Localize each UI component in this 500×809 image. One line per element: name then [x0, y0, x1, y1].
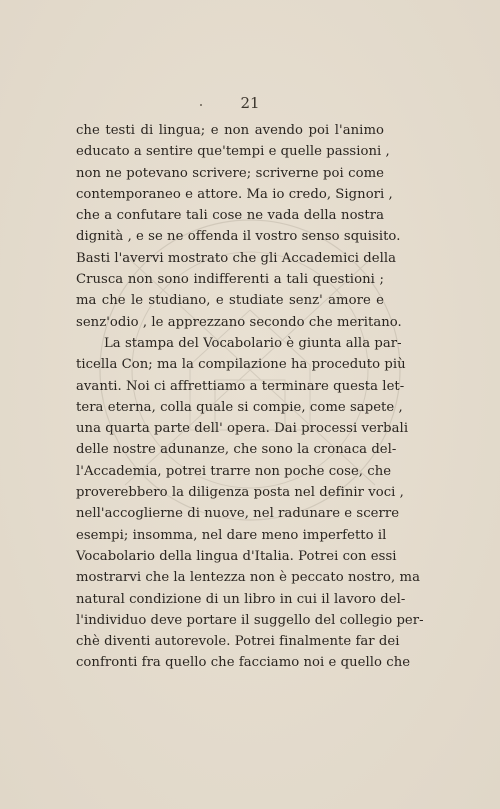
text-line: ma che le studiano, e studiate senz' amore e: [76, 293, 384, 309]
text-line: una quarta parte dell' opera. Dai processi verbali: [76, 421, 409, 437]
text-line: dignità , e se ne offenda il vostro senso squisito.: [76, 229, 401, 245]
text-line: natural condizione di un libro in cui il lavoro del-: [76, 591, 406, 607]
body-text: [76, 120, 424, 674]
text-line: esempi; insomma, nel dare meno imperfetto il: [76, 527, 387, 543]
text-line: Basti l'avervi mostrato che gli Accademici della: [76, 250, 397, 266]
text-line: Crusca non sono indifferenti a tali questioni ;: [76, 272, 384, 288]
ink-speck: [200, 104, 202, 106]
text-line: avanti. Noi ci affrettiamo a terminare questa let-: [76, 378, 405, 394]
page-number: 21: [240, 94, 260, 112]
text-line: contemporaneo e attore. Ma io credo, Signori ,: [76, 186, 393, 202]
text-line: che a confutare tali cose ne vada della nostra: [76, 208, 384, 224]
text-line: senz'odio , le apprezzano secondo che meritano.: [76, 314, 402, 330]
text-line: ticella Con; ma la compilazione ha proceduto più: [76, 357, 406, 373]
text-line: educato a sentire que'tempi e quelle passioni ,: [76, 144, 390, 160]
text-line: che testi di lingua; e non avendo poi l'animo: [76, 123, 384, 138]
text-line: proverebbero la diligenza posta nel definir voci ,: [76, 485, 404, 501]
text-line: tera eterna, colla quale si compie, come sapete ,: [76, 399, 403, 415]
text-line: confronti fra quello che facciamo noi e quello che: [76, 655, 411, 671]
text-line: nell'accoglierne di nuove, nel radunare e scerre: [76, 506, 400, 522]
text-line: Vocabolario della lingua d'Italia. Potrei con essi: [76, 548, 397, 564]
text-line: l'Accademia, potrei trarre non poche cose, che: [76, 463, 392, 479]
text-line: chè diventi autorevole. Potrei finalmente far dei: [76, 634, 400, 650]
text-line: non ne potevano scrivere; scriverne poi come: [76, 165, 384, 181]
text-line: La stampa del Vocabolario è giunta alla par-: [104, 335, 402, 351]
text-line: mostrarvi che la lentezza non è peccato nostro, ma: [76, 570, 420, 586]
text-line: delle nostre adunanze, che sono la cronaca del-: [76, 442, 397, 458]
text-line: l'individuo deve portare il suggello del collegio per-: [76, 612, 424, 628]
